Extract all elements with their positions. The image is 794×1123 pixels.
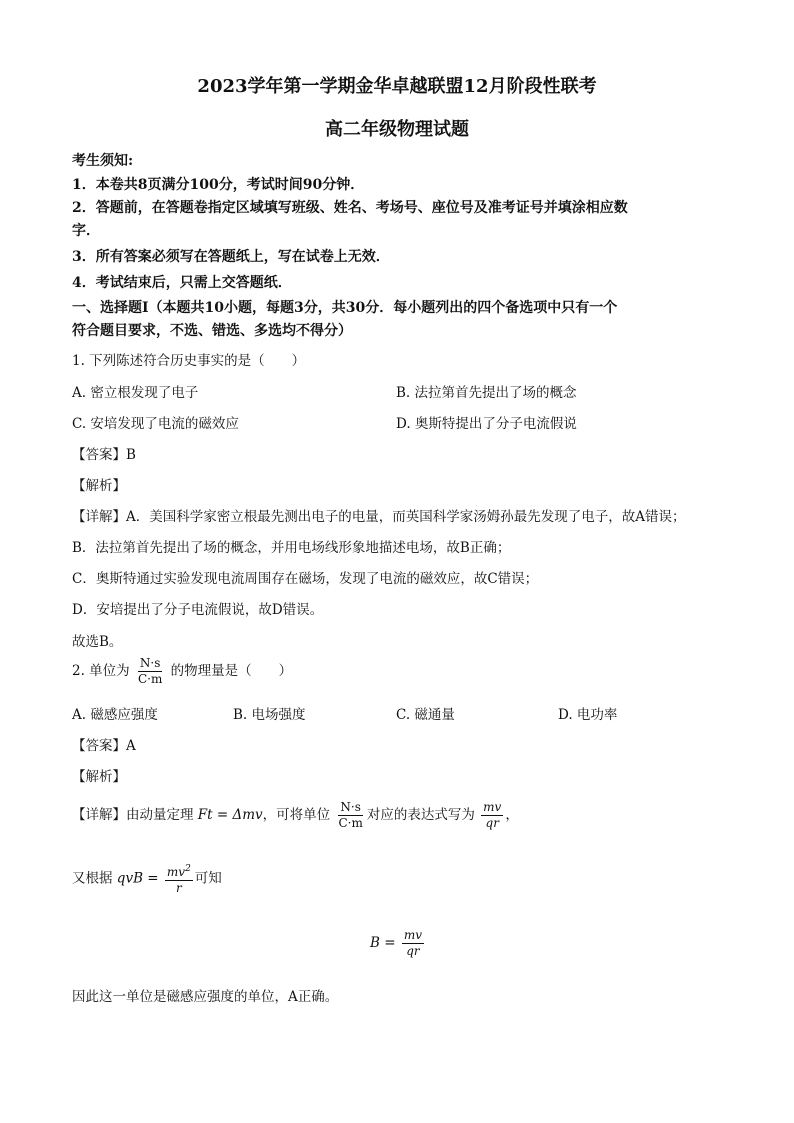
display-equation [370,928,426,959]
exam-subtitle: 高二年级物理试题 [325,119,469,140]
notice-item: 字． [72,223,100,239]
detail-text: A．美国科学家密立根最先测出电子的电量，而英国科学家汤姆孙最先发现了电子，故A错误； [126,509,686,525]
stem-text: 的物理量是（ ） [170,663,293,679]
answer-value: A [126,738,136,754]
detail-line [72,505,686,525]
detail-line [72,862,222,896]
equation-lhs: B = [370,935,396,951]
fraction-numerator: N·s [340,800,361,814]
option-a: A. 密立根发现了电子 [72,385,199,401]
detail-text: 由动量定理 [126,807,194,823]
notice-item: 1．本卷共8页满分100分，考试时间90分钟． [72,177,365,193]
fraction-numerator: mv [403,928,422,942]
detail-tag: 【详解】 [72,807,126,823]
section-heading: 一、选择题Ⅰ（本题共10小题，每题3分，共30分．每小题列出的四个备选项中只有一个 [72,300,618,316]
answer-tag: 【答案】 [72,738,126,754]
detail-line [72,800,519,831]
option-d: D. 电功率 [558,707,618,723]
numerator-text: mv [166,865,186,879]
expression-fraction [481,800,503,831]
answer-line [72,734,136,754]
fraction-numerator: N·s [139,656,161,670]
detail-tag: 【详解】 [72,509,126,525]
fraction-numerator: mv [483,800,502,814]
momentum-formula: Ft = Δmv [197,807,263,823]
detail-text: 可知 [194,870,222,887]
answer-tag: 【答案】 [72,447,126,463]
section-heading-cont: 符合题目要求，不选、错选、多选均不得分） [72,323,352,339]
fraction-denominator: C·m [137,672,163,686]
option-b: B. 电场强度 [233,707,306,723]
option-d: D. 奥斯特提出了分子电流假说 [396,416,577,432]
question-stem [72,656,292,687]
detail-line: D．安培提出了分子电流假说，故D错误。 [72,602,324,618]
unit-fraction [336,800,364,831]
option-c: C. 安培发现了电流的磁效应 [72,416,239,432]
notice-item: 3．所有答案必须写在答题纸上，写在试卷上无效． [72,249,390,265]
unit-fraction [136,656,164,687]
conclusion: 因此这一单位是磁感应强度的单位，A正确。 [72,989,339,1005]
detail-text: 又根据 [72,870,113,887]
expression-fraction [402,928,424,959]
stem-text: 2. 单位为 [72,663,130,679]
detail-text: 对应的表达式写为 [366,807,475,823]
exponent: 2 [185,864,191,874]
fraction-numerator [165,862,193,881]
fraction-denominator: qr [485,816,499,830]
option-c: C. 磁通量 [396,707,455,723]
question-stem: 1. 下列陈述符合历史事实的是（ ） [72,353,306,369]
option-b: B. 法拉第首先提出了场的概念 [396,385,577,401]
fraction-denominator: qr [406,944,420,958]
expression-fraction [165,862,193,896]
notice-item: 4．考试结束后，只需上交答题纸． [72,275,292,291]
detail-line: B．法拉第首先提出了场的概念，并用电场线形象地描述电场，故B正确； [72,540,511,556]
answer-line [72,443,136,463]
detail-text: ，可将单位 [262,807,331,823]
detail-line: C．奥斯特通过实验发现电流周围存在磁场，发现了电流的磁效应，故C错误； [72,571,539,587]
notice-heading: 考生须知: [72,153,134,169]
lorentz-formula-lhs: qvB = [116,870,159,887]
fraction-denominator: r [175,881,182,895]
analysis-tag: 【解析】 [72,478,126,494]
exam-title: 2023学年第一学期金华卓越联盟12月阶段性联考 [197,76,597,97]
fraction-denominator: C·m [338,816,363,830]
detail-text: ， [505,807,519,823]
option-a: A. 磁感应强度 [72,707,158,723]
answer-value: B [126,447,136,463]
analysis-tag: 【解析】 [72,769,126,785]
notice-item: 2．答题前，在答题卷指定区域填写班级、姓名、考场号、座位号及准考证号并填涂相应数 [72,200,628,216]
conclusion: 故选B。 [72,634,123,650]
